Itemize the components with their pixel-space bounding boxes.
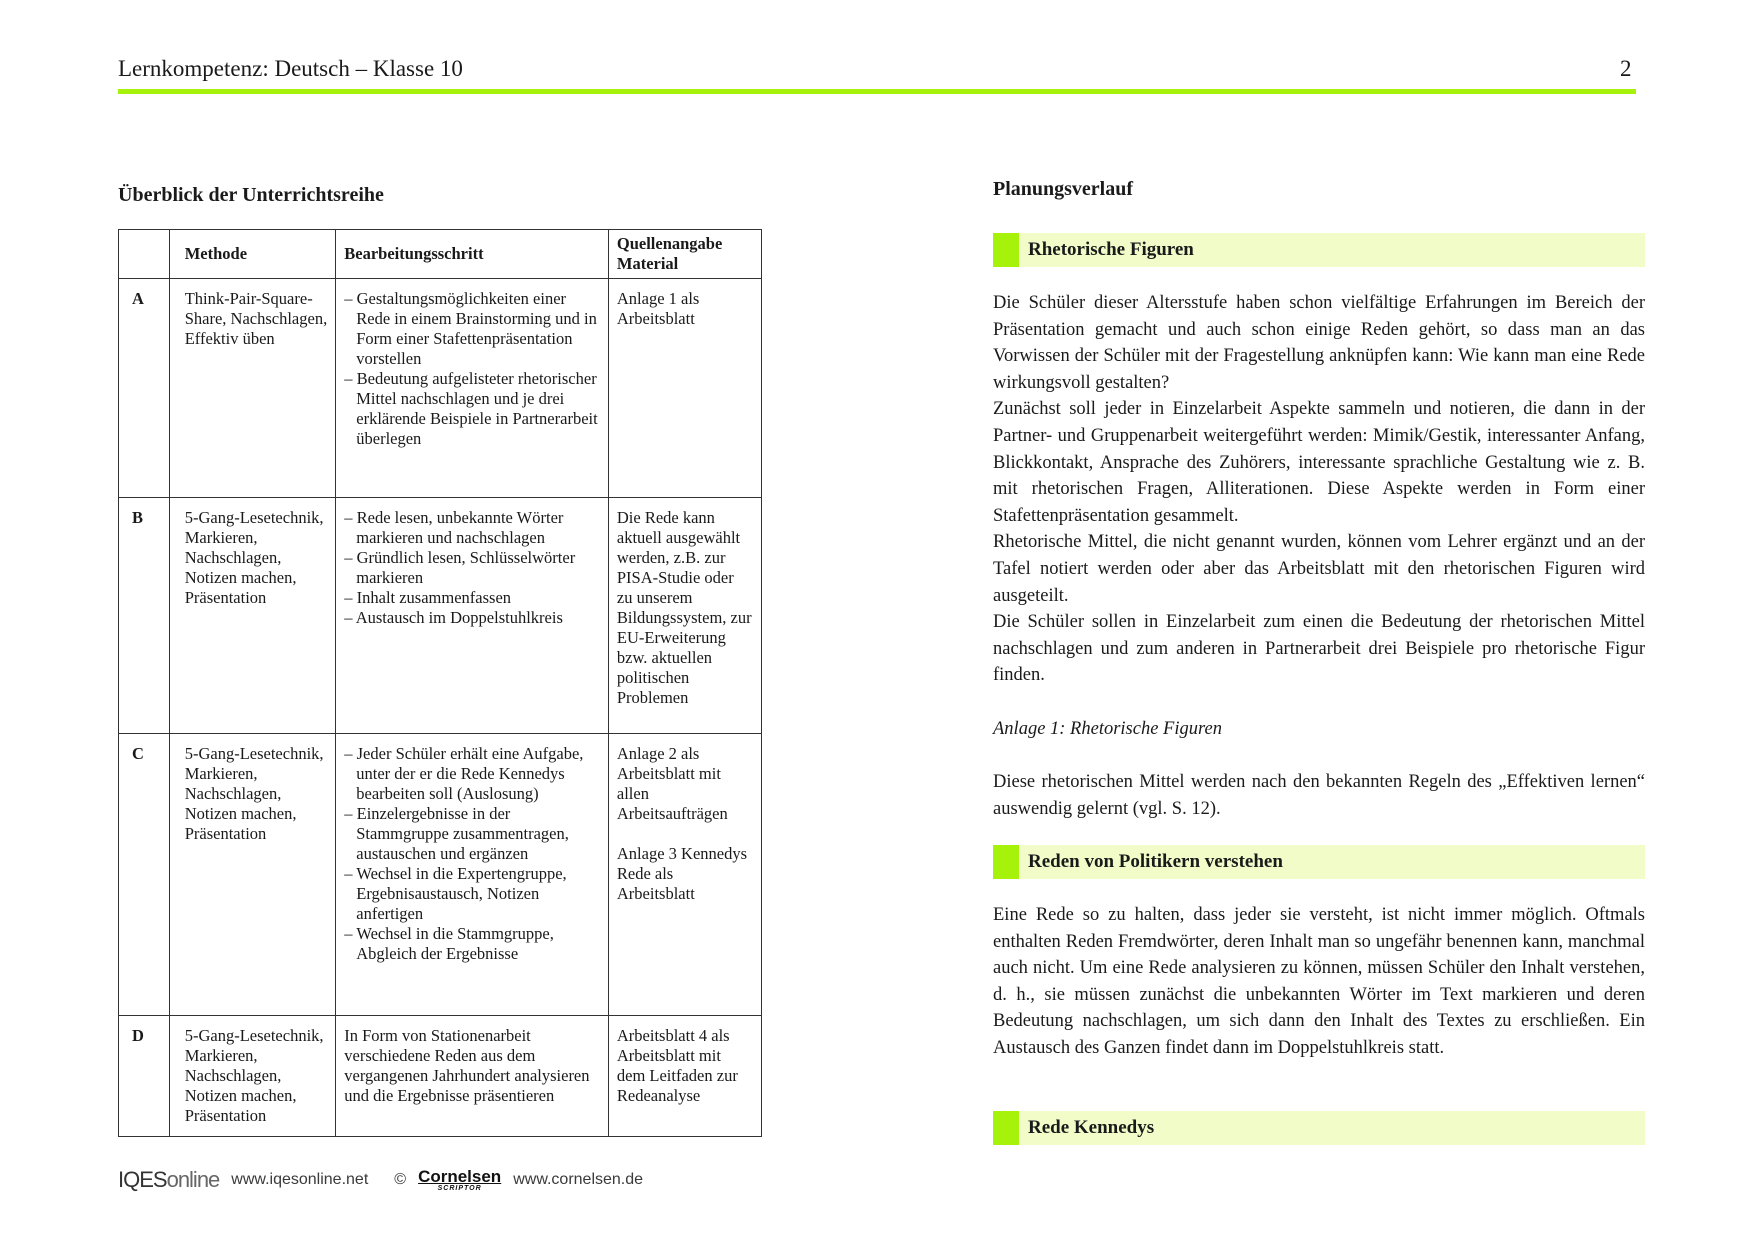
- overview-title: Überblick der Unterrichtsreihe: [118, 184, 384, 206]
- heading-marker-bar: [993, 845, 1019, 879]
- cornelsen-scriptor-logo: Cornelsen SCRIPTOR: [418, 1167, 502, 1192]
- paragraph: Die Schüler sollen in Einzelarbeit zum einen die Bedeutung der rhetorischen Mittel nachschlagen und zum anderen in Partnerarbeit drei Beispiele pro rhetorische Figur finden.: [993, 612, 1645, 686]
- section-body-reden-von-politikern: [993, 902, 1645, 1062]
- row-letter: B: [119, 498, 170, 734]
- step-item: – Austausch im Doppelstuhlkreis: [344, 608, 600, 628]
- iqes-online-logo: IQESonline: [118, 1167, 220, 1192]
- header-methode: Methode: [169, 230, 336, 279]
- table-header-row: [119, 230, 762, 279]
- row-source: [608, 734, 761, 1016]
- iqes-url-link[interactable]: www.iqesonline.net: [231, 1171, 369, 1188]
- section-heading-reden-von-politikern: [993, 845, 1645, 879]
- row-source: [608, 1016, 761, 1137]
- section-body-rhetorische-figuren: [993, 290, 1645, 689]
- header-letter: [119, 230, 170, 279]
- heading-marker-bar: [993, 1111, 1019, 1145]
- planning-title: Planungsverlauf: [993, 178, 1134, 200]
- row-method: 5-Gang-Lesetechnik, Markieren, Nachschlagen, Notizen machen, Präsentation: [169, 1016, 336, 1137]
- table-row: [119, 279, 762, 498]
- source-item: Anlage 3 Kennedys Rede als Arbeitsblatt: [616, 844, 748, 903]
- section-heading-label: Rede Kennedys: [1028, 1117, 1155, 1138]
- step-item: – Einzelergebnisse in der Stammgruppe zusammentragen, austauschen und ergänzen: [344, 804, 600, 864]
- section-heading-rhetorische-figuren: [993, 233, 1645, 267]
- paragraph-effektiv-lernen: Diese rhetorischen Mittel werden nach den bekannten Regeln des „Effektiven lernen“ auswendig gelernt (vgl. S. 12).: [993, 772, 1645, 819]
- step-item: – Wechsel in die Expertengruppe, Ergebnisaustausch, Notizen anfertigen: [344, 864, 600, 924]
- source-item: Anlage 2 als Arbeitsblatt mit allen Arbeitsaufträgen: [616, 744, 728, 823]
- row-letter: C: [119, 734, 170, 1016]
- paragraph: Zunächst soll jeder in Einzelarbeit Aspekte sammeln und notieren, die dann in der Partner- und Gruppenarbeit weitergeführt werden: Mimik/Gestik, interessanter Anfang, Blickkontakt, Ansprache des Zuhörers, interessante sprachliche Gestaltung wie z. B. mit rhetorischen Fragen, Alliterationen. Diese Aspekte werden in Form einer Stafettenpräsentation gesammelt.: [993, 399, 1645, 526]
- source-item: Anlage 1 als Arbeitsblatt: [616, 289, 700, 328]
- table-row: [119, 734, 762, 1016]
- table-row: [119, 1016, 762, 1137]
- step-item: – Gestaltungsmöglichkeiten einer Rede in einem Brainstorming und in Form einer Stafettenpräsentation vorstellen: [344, 289, 600, 369]
- step-item: – Wechsel in die Stammgruppe, Abgleich der Ergebnisse: [344, 924, 600, 964]
- step-item: – Rede lesen, unbekannte Wörter markieren und nachschlagen: [344, 508, 600, 548]
- section-heading-label: Reden von Politikern verstehen: [1028, 851, 1283, 872]
- step-item: – Jeder Schüler erhält eine Aufgabe, unter der er die Rede Kennedys bearbeiten soll (Auslosung): [344, 744, 600, 804]
- page-footer: [118, 1167, 643, 1193]
- row-method: 5-Gang-Lesetechnik, Markieren, Nachschlagen, Notizen machen, Präsentation: [169, 734, 336, 1016]
- paragraph: Eine Rede so zu halten, dass jeder sie versteht, ist nicht immer möglich. Oftmals enthalten Reden Fremdwörter, deren Inhalt man so ungefähr benennen kann, manchmal auch nicht. Um eine Rede analysieren zu können, müssen Schüler den Inhalt verstehen, d. h., sie müssen zunächst die unbekannten Wörter im Text markieren und deren Bedeutung nachschlagen, um sich dann den Inhalt des Textes zu erschließen. Ein Austausch des Ganzen findet dann im Doppelstuhlkreis statt.: [993, 905, 1645, 1058]
- paragraph: Die Schüler dieser Altersstufe haben schon vielfältige Erfahrungen im Bereich der Präsentation gemacht und auch schon einige Reden gehört, so dass man an das Vorwissen der Schüler mit der Fragestellung anknüpfen kann: Wie kann man eine Rede wirkungsvoll gestalten?: [993, 293, 1645, 393]
- step-item: – Gründlich lesen, Schlüsselwörter markieren: [344, 548, 600, 588]
- row-letter: A: [119, 279, 170, 498]
- page-number: 2: [1620, 56, 1632, 81]
- source-item: Die Rede kann aktuell ausgewählt werden, z.B. zur PISA-Studie oder zu unserem Bildungssystem, zur EU-Erweiterung bzw. aktuellen politischen Problemen: [616, 508, 752, 707]
- row-steps: In Form von Stationenarbeit verschiedene Reden aus dem vergangenen Jahrhundert analysieren und die Ergebnisse präsentieren: [336, 1016, 609, 1137]
- table-row: [119, 498, 762, 734]
- heading-marker-bar: [993, 233, 1019, 267]
- header-quellenangabe-line1: Quellenangabe: [616, 234, 723, 253]
- step-item: – Bedeutung aufgelisteter rhetorischer Mittel nachschlagen und je drei erklärende Beispiele in Partnerarbeit überlegen: [344, 369, 600, 449]
- header-quellenangabe-line2: Material: [616, 254, 679, 273]
- row-method: 5-Gang-Lesetechnik, Markieren, Nachschlagen, Notizen machen, Präsentation: [169, 498, 336, 734]
- section-heading-rede-kennedys: [993, 1111, 1645, 1145]
- step-item: – Inhalt zusammenfassen: [344, 588, 600, 608]
- row-method: Think-Pair-Square-Share, Nachschlagen, Effektiv üben: [169, 279, 336, 498]
- overview-table: [118, 229, 762, 1137]
- row-source: [608, 279, 761, 498]
- paragraph: Rhetorische Mittel, die nicht genannt wurden, können vom Lehrer ergänzt und an der Tafel notiert werden oder aber das Arbeitsblatt mit den rhetorischen Figuren wird ausgeteilt.: [993, 532, 1645, 606]
- row-steps: [336, 279, 609, 498]
- header-accent-rule: [118, 89, 1636, 94]
- row-source: [608, 498, 761, 734]
- row-steps: [336, 734, 609, 1016]
- row-letter: D: [119, 1016, 170, 1137]
- header-bearbeitungsschritt: Bearbeitungsschritt: [336, 230, 609, 279]
- cornelsen-url-link[interactable]: www.cornelsen.de: [513, 1171, 644, 1188]
- section-heading-label: Rhetorische Figuren: [1028, 239, 1194, 260]
- source-item: Arbeitsblatt 4 als Arbeitsblatt mit dem Leitfaden zur Redeanalyse: [616, 1026, 738, 1105]
- header-quellenangabe: [608, 230, 761, 279]
- copyright-icon: ©: [394, 1171, 407, 1188]
- annex-reference: Anlage 1: Rhetorische Figuren: [993, 719, 1222, 739]
- running-header-title: Lernkompetenz: Deutsch – Klasse 10: [118, 56, 463, 81]
- row-steps: [336, 498, 609, 734]
